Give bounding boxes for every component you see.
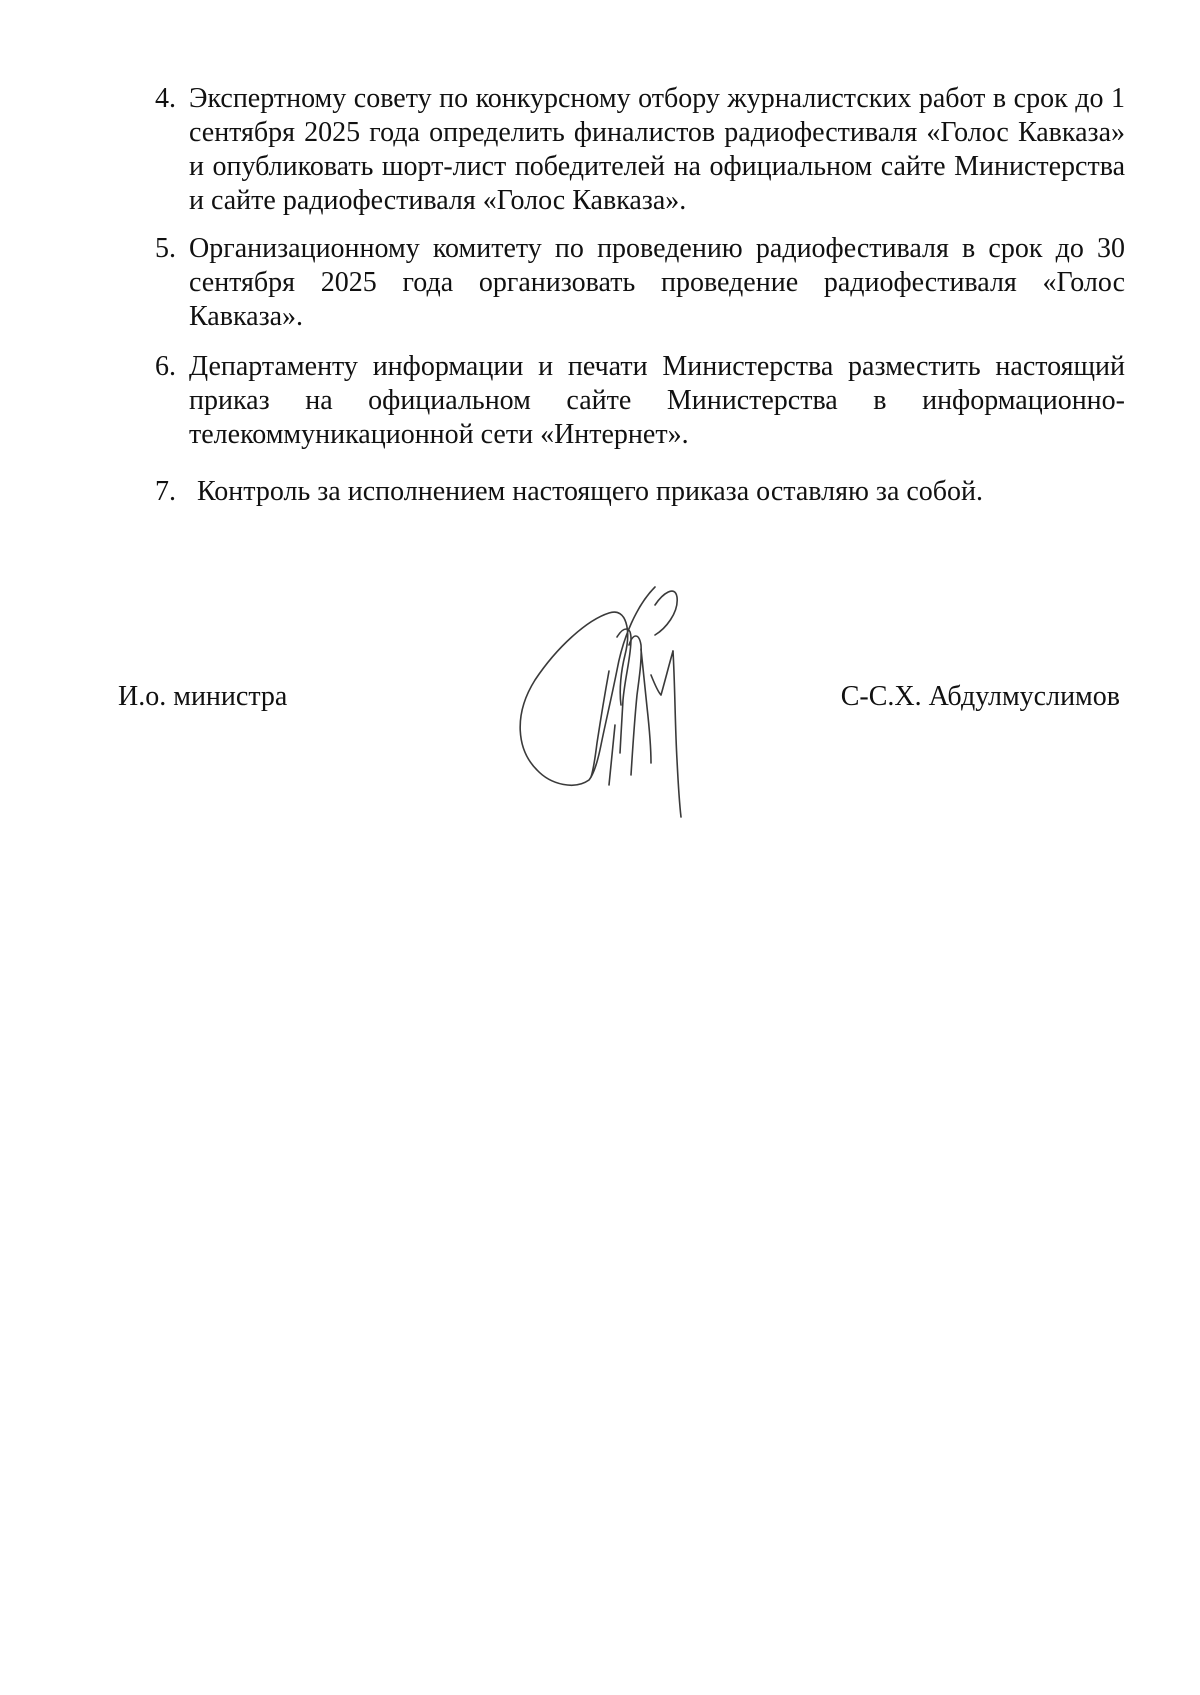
signer-name: С-С.Х. Абдулмуслимов <box>840 681 1120 712</box>
list-item-7 <box>155 475 1125 509</box>
item-text: Контроль за исполнением настоящего приказа оставляю за собой. <box>197 476 984 507</box>
handwritten-signature <box>505 575 715 820</box>
list-item-6 <box>155 350 1125 452</box>
item-text: Экспертному совету по конкурсному отбору журналистских работ в срок до 1 сентября 2025 года определить финалистов радиофестиваля «Голос Кавказа» и опубликовать шорт-лист победителей на официальном сайте Министерства и сайте радиофестиваля «Голос Кавказа». <box>189 83 1125 216</box>
signer-position: И.о. министра <box>118 681 288 712</box>
item-number: 7. <box>155 476 176 507</box>
list-item-5 <box>155 232 1125 334</box>
list-item-4 <box>155 82 1125 218</box>
item-text: Организационному комитету по проведению радиофестиваля в срок до 30 сентября 2025 года организовать проведение радиофестиваля «Голос Кавказа». <box>189 233 1125 332</box>
item-text: Департаменту информации и печати Министерства разместить настоящий приказ на официальном сайте Министерства в информационно-телекоммуникационной сети «Интернет». <box>189 351 1125 450</box>
item-number: 4. <box>155 83 176 114</box>
item-number: 5. <box>155 233 176 264</box>
item-number: 6. <box>155 351 176 382</box>
